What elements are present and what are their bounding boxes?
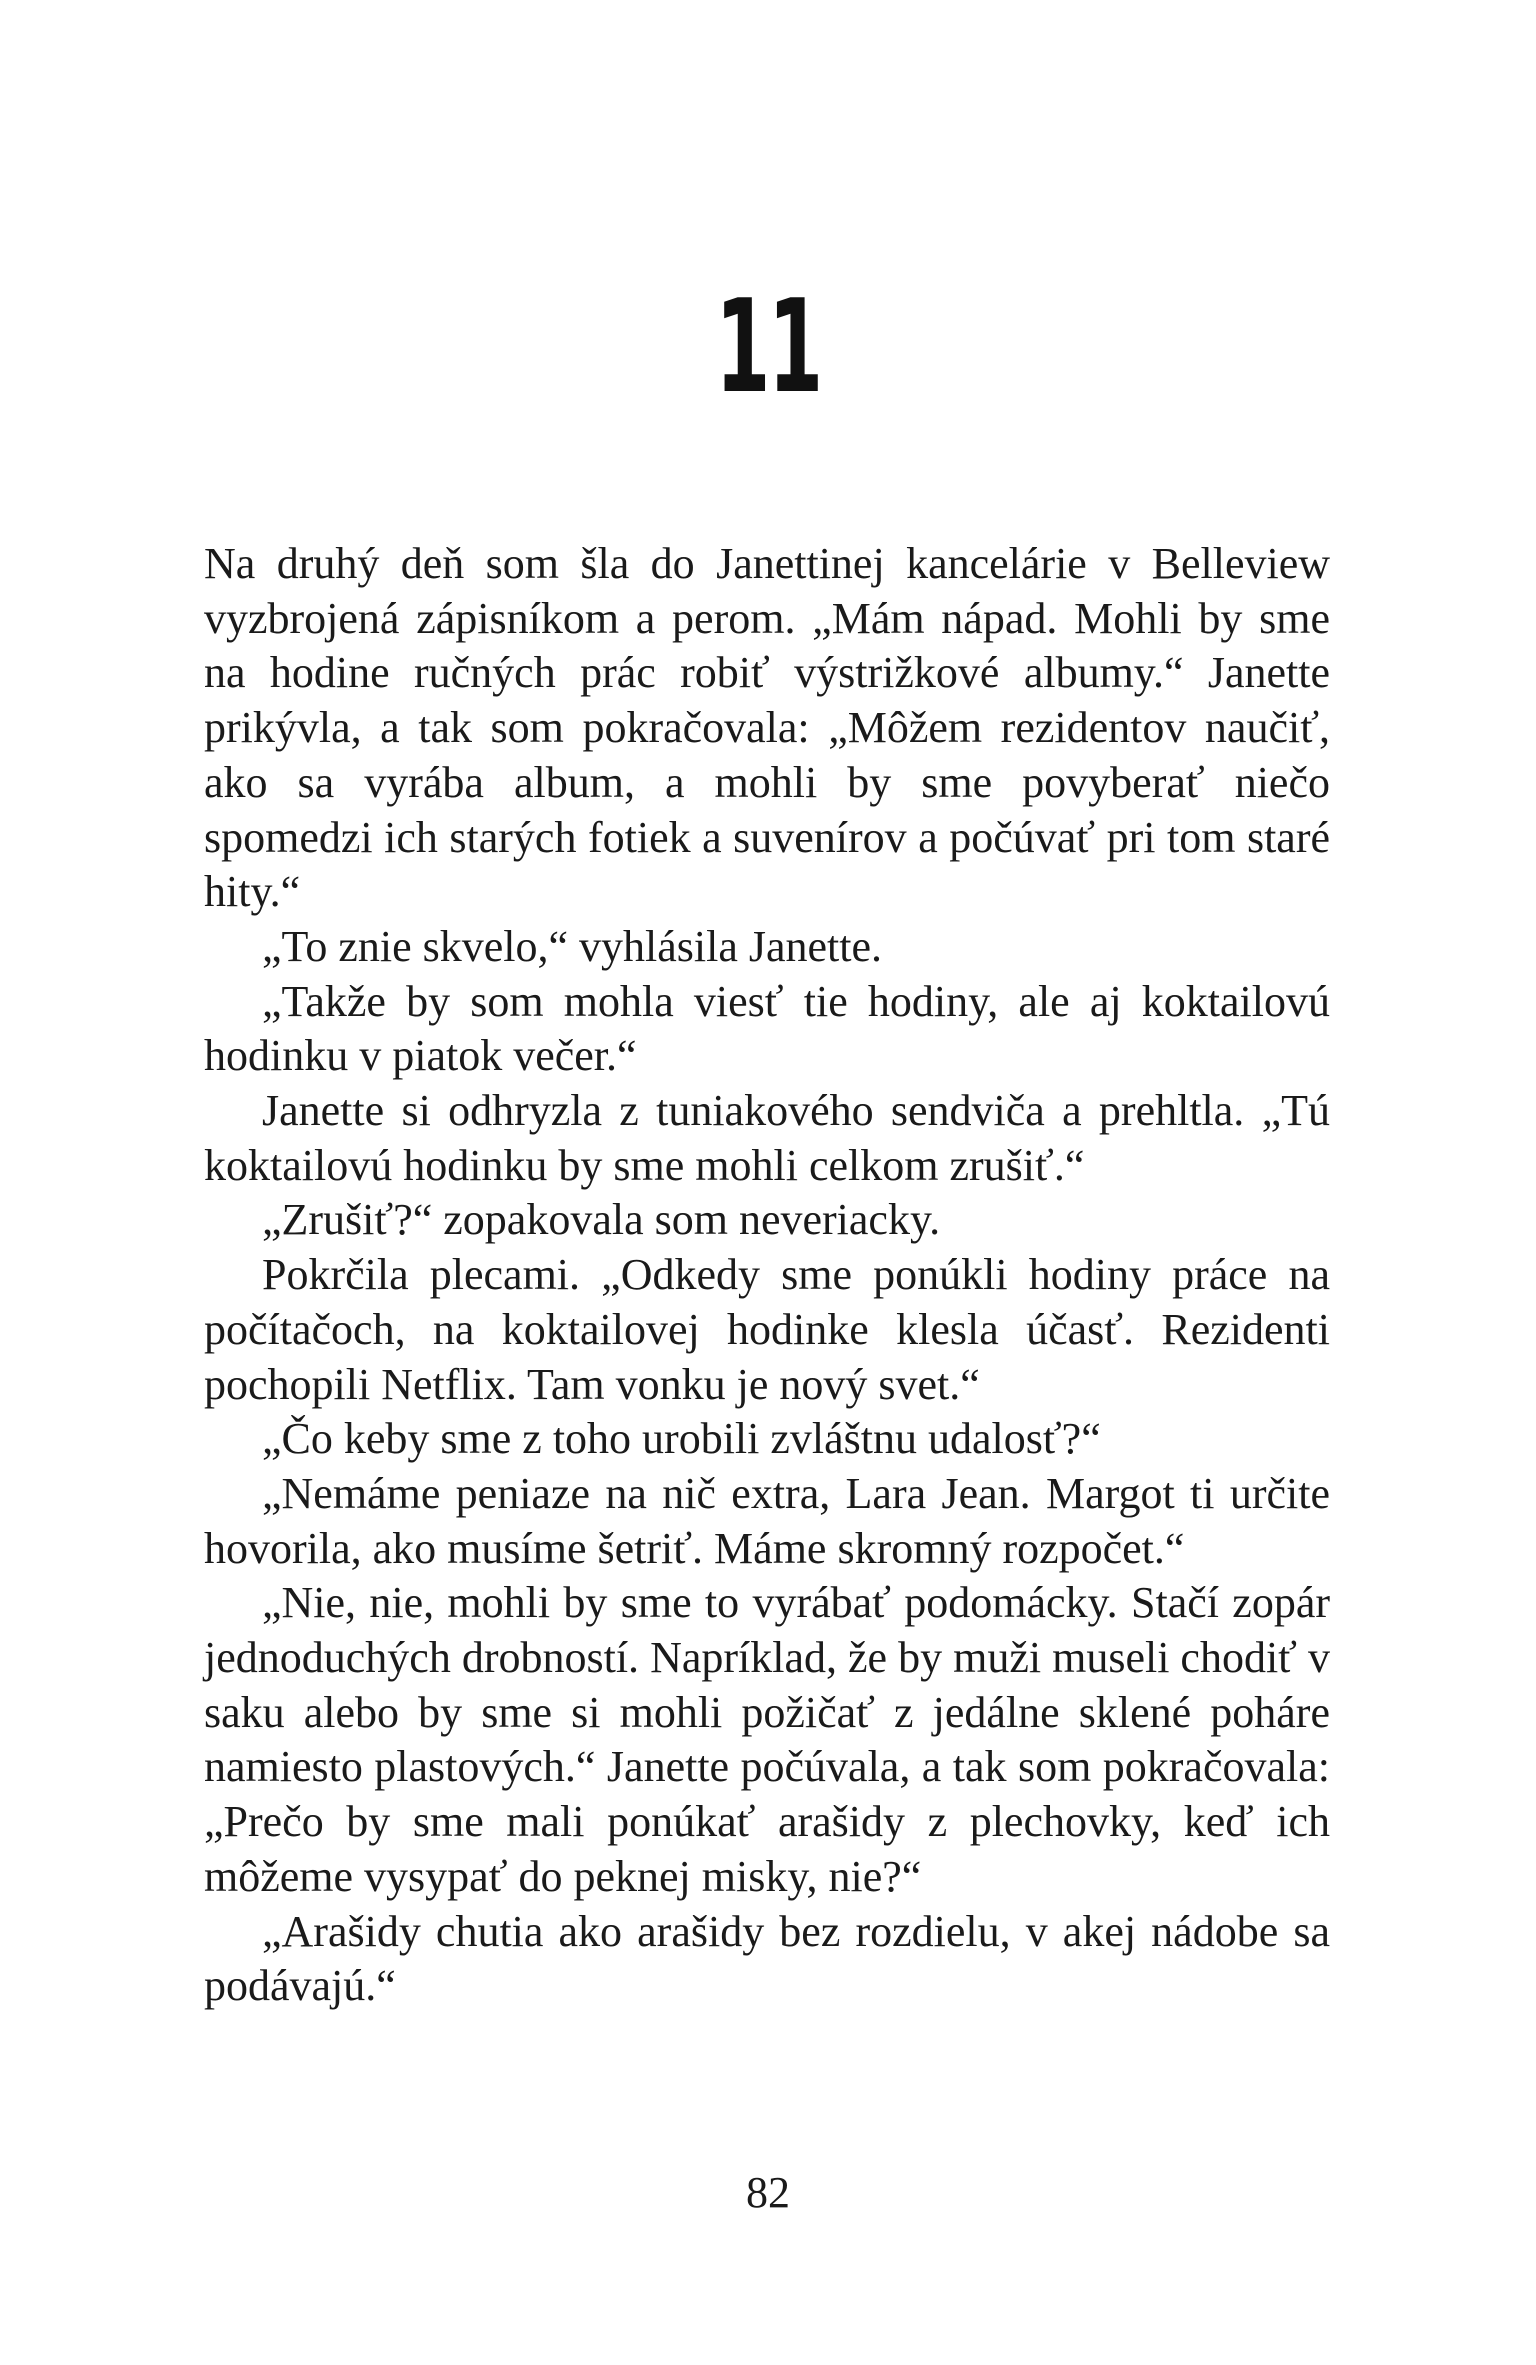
paragraph-4: Janette si odhryzla z tuniakového sendviča a prehltla. „Tú koktailovú hodinku by sme mohli celkom zrušiť.“ <box>204 1086 1330 1190</box>
body-text <box>204 537 1330 2014</box>
paragraph-3: „Takže by som mohla viesť tie hodiny, ale aj koktailovú hodinku v piatok večer.“ <box>204 976 1330 1081</box>
chapter-number: 11 <box>715 273 821 422</box>
paragraph-6: Pokrčila plecami. „Odkedy sme ponúkli hodiny práce na počítačoch, na koktailovej hodinke klesla účasť. Rezidenti pochopili Netflix. Tam vonku je nový svet.“ <box>204 1250 1330 1409</box>
paragraph-10: „Arašidy chutia ako arašidy bez rozdielu, v akej nádobe sa podávajú.“ <box>204 1906 1330 2011</box>
paragraph-1: Na druhý deň som šla do Janettinej kancelárie v Belleview vyzbrojená zápisníkom a perom. „Mám nápad. Mohli by sme na hodine ručných prác robiť výstrižkové albumy.“ Janette prikývla, a tak som pokračovala: „Môžem rezidentov naučiť, ako sa vyrába album, a mohli by sme povyberať niečo spomedzi ich starých fotiek a suvenírov a počúvať pri tom staré hity.“ <box>204 539 1330 917</box>
paragraph-2: „To znie skvelo,“ vyhlásila Janette. <box>262 921 883 971</box>
page-number: 82 <box>746 2168 790 2217</box>
paragraph-5: „Zrušiť?“ zopakovala som neveriacky. <box>262 1195 941 1245</box>
paragraph-9: „Nie, nie, mohli by sme to vyrábať podomácky. Stačí zopár jednoduchých drobností. Napríklad, že by muži museli chodiť v saku alebo by sme si mohli požičať z jedálne sklené poháre namiesto plastových.“ Janette počúvala, a tak som pokračovala: „Prečo by sme mali ponúkať arašidy z plechovky, keď ich môžeme vysypať do peknej misky, nie?“ <box>204 1578 1330 1901</box>
paragraph-7: „Čo keby sme z toho urobili zvláštnu udalosť?“ <box>262 1414 1101 1464</box>
paragraph-8: „Nemáme peniaze na nič extra, Lara Jean. Margot ti určite hovorila, ako musíme šetriť. Máme skromný rozpočet.“ <box>204 1468 1330 1573</box>
